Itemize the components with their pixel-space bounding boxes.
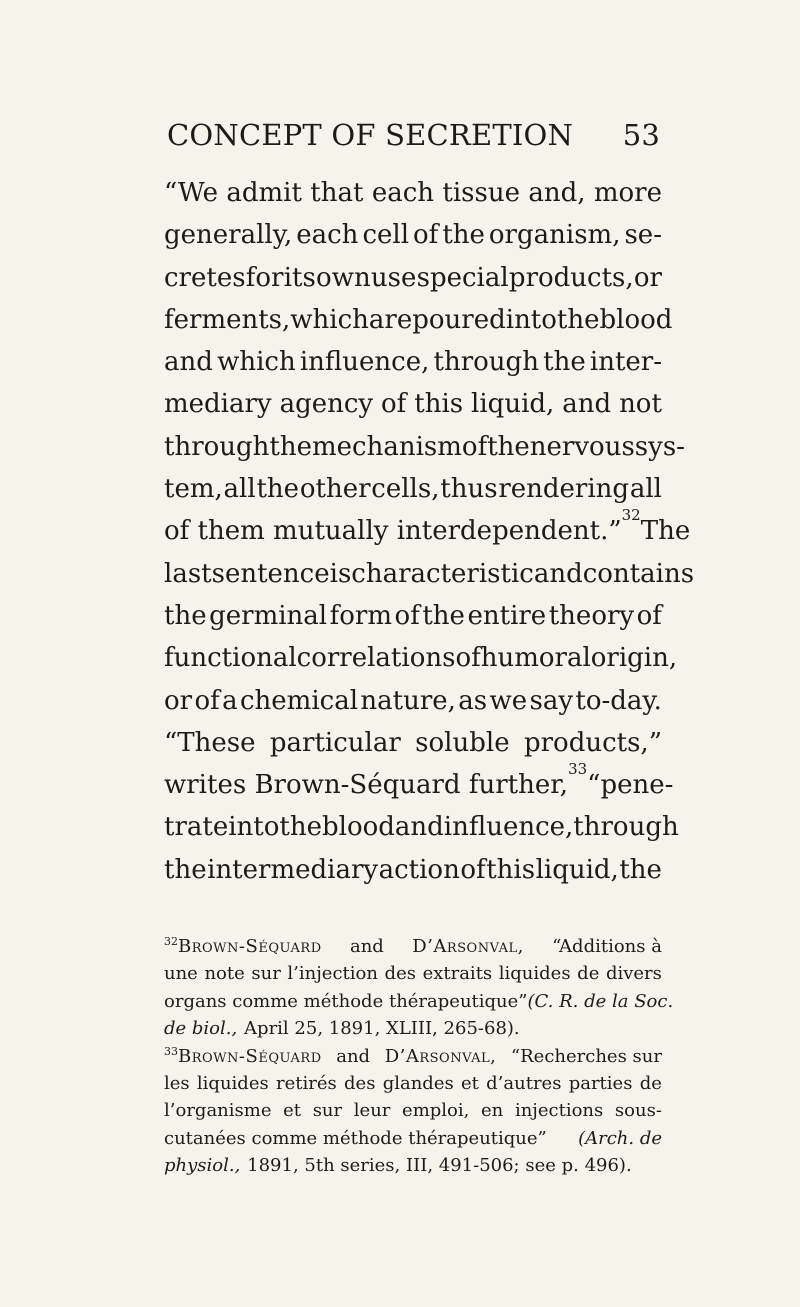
- word: this: [486, 854, 536, 885]
- footnote-segment: organs comme méthode thérapeutique”: [164, 990, 528, 1012]
- word: are: [368, 304, 413, 335]
- text-segment: of them mutually interdependent.”: [164, 516, 622, 547]
- footnote-ref: 33: [568, 759, 588, 778]
- word: cell: [362, 220, 410, 251]
- running-head: [165, 118, 660, 158]
- word: the: [556, 304, 600, 335]
- footnote-line: [164, 988, 674, 1015]
- footnote-line: [164, 1015, 662, 1042]
- word: nature,: [360, 685, 456, 716]
- text-segment: [164, 759, 588, 806]
- word: the: [269, 431, 313, 462]
- word: liquides: [498, 963, 571, 985]
- word: of: [636, 600, 662, 631]
- word: functional: [164, 643, 297, 674]
- footnote-author: Brown-Séquard: [178, 1045, 322, 1067]
- word: l’organisme: [164, 1100, 272, 1122]
- word: l’injection: [287, 963, 378, 985]
- word: nervous: [529, 431, 635, 462]
- word: blood: [599, 304, 673, 335]
- text-line: [164, 299, 673, 341]
- word: theory: [548, 600, 635, 631]
- word: and: [164, 347, 213, 378]
- word: sentence: [211, 558, 330, 589]
- word: agency: [279, 389, 374, 420]
- word: products,: [508, 262, 634, 293]
- word: en: [481, 1100, 504, 1122]
- journal-citation: physiol.,: [164, 1155, 241, 1177]
- word: entire: [467, 600, 547, 631]
- word: influence,: [299, 347, 430, 378]
- word: all: [223, 474, 256, 505]
- text-line: [164, 680, 662, 722]
- word: which: [290, 304, 369, 335]
- word: poured: [412, 304, 506, 335]
- word: into: [228, 812, 280, 843]
- footnote-segment: 1891, 5th series, III, 491-506; see p. 496).: [247, 1155, 632, 1177]
- text-line: [164, 806, 679, 848]
- footnote-line: [164, 1125, 662, 1152]
- word: cretes: [164, 262, 246, 293]
- word: through: [164, 431, 270, 462]
- word: sous-: [614, 1100, 662, 1122]
- text-line: [164, 257, 662, 299]
- word: generally,: [164, 220, 293, 251]
- text-line: [164, 468, 662, 510]
- word: extraits: [422, 963, 493, 985]
- word: and: [394, 812, 444, 843]
- word: intermediary: [207, 854, 379, 885]
- text-line: [164, 214, 662, 256]
- word: to-day.: [575, 685, 662, 716]
- word: special: [416, 262, 509, 293]
- word: of: [455, 643, 481, 674]
- footnote-ref: 32: [621, 505, 641, 524]
- word: the: [256, 474, 300, 505]
- journal-citation: de biol.,: [164, 1018, 238, 1040]
- word: say: [529, 685, 574, 716]
- word: parties: [568, 1072, 633, 1094]
- word: des: [344, 1072, 376, 1094]
- word: contains: [582, 558, 695, 589]
- word: sur: [312, 1100, 343, 1122]
- word: each: [296, 220, 359, 251]
- word: origin,: [590, 643, 678, 674]
- word: une: [164, 963, 198, 985]
- word: the: [279, 812, 322, 843]
- footnote-line: [164, 960, 662, 987]
- word: own: [316, 262, 371, 293]
- journal-citation: (C. R. de la Soc.: [527, 990, 674, 1012]
- word: this: [414, 389, 464, 420]
- footnote-author: D’Arsonval,: [412, 936, 524, 957]
- word: particular: [269, 727, 401, 758]
- footnote-number: 33: [164, 1044, 178, 1058]
- footnote-line: [164, 933, 662, 960]
- word: tem,: [164, 474, 223, 505]
- text-line: [164, 553, 695, 595]
- text-line: [164, 426, 685, 468]
- text-segment: “pene-: [587, 770, 674, 801]
- text-segment: [621, 505, 641, 552]
- word: correlations: [296, 643, 456, 674]
- word: sys-: [634, 431, 685, 462]
- word: the: [543, 347, 586, 378]
- word: soluble: [415, 727, 510, 758]
- word: divers: [605, 963, 662, 985]
- footnote-author: Brown-Séquard: [178, 936, 322, 957]
- word: et: [460, 1072, 479, 1094]
- word: leur: [353, 1100, 391, 1122]
- word: or: [633, 262, 662, 293]
- word: all: [629, 474, 662, 505]
- word: characteristic: [351, 558, 534, 589]
- word: as: [458, 685, 488, 716]
- footnote-segment: “Recherches sur: [510, 1045, 662, 1067]
- footnote-line: [164, 1152, 662, 1179]
- word: that: [310, 178, 364, 208]
- text-line: [164, 341, 662, 383]
- word: of: [461, 431, 488, 462]
- word: of: [381, 389, 407, 420]
- word: liquid,: [471, 389, 555, 420]
- word: inter-: [589, 347, 662, 378]
- word: of: [413, 220, 439, 251]
- word: blood: [321, 812, 395, 843]
- journal-citation: (Arch. de: [578, 1127, 662, 1149]
- text-segment: writes Brown-Séquard further,: [164, 770, 569, 801]
- word: influence,: [443, 812, 574, 843]
- word: admit: [226, 178, 302, 208]
- word: ferments,: [164, 304, 291, 335]
- footnote-segment: April 25, 1891, XLIII, 265-68).: [244, 1018, 520, 1040]
- word: and,: [528, 178, 586, 208]
- word: mediary: [164, 389, 272, 420]
- word: products,”: [523, 727, 662, 758]
- word: the: [422, 600, 465, 631]
- footnote-line: [164, 1043, 662, 1070]
- word: et: [283, 1100, 302, 1122]
- page-number: 53: [622, 118, 660, 152]
- footnote-segment: “Additions à: [552, 936, 662, 957]
- word: of: [194, 685, 220, 716]
- footnote-line: [164, 1070, 662, 1097]
- text-line: [164, 383, 662, 425]
- footnote-line: [164, 1097, 662, 1124]
- word: last: [164, 558, 212, 589]
- text-line: [164, 172, 662, 214]
- word: form: [329, 600, 393, 631]
- word: des: [384, 963, 416, 985]
- word: for: [245, 262, 284, 293]
- word: through: [433, 347, 539, 378]
- word: thus: [440, 474, 498, 505]
- word: retirés: [276, 1072, 337, 1094]
- word: action: [378, 854, 460, 885]
- word: mechanism: [312, 431, 462, 462]
- word: liquid,: [535, 854, 619, 885]
- footnotes: [164, 933, 674, 1180]
- word: tissue: [442, 178, 520, 208]
- text-line: [164, 505, 691, 552]
- word: injections: [514, 1100, 604, 1122]
- word: chemical: [239, 685, 359, 716]
- text-line: [164, 595, 662, 637]
- running-title: CONCEPT OF SECRETION: [167, 118, 574, 152]
- word: each: [371, 178, 435, 208]
- word: de: [577, 963, 600, 985]
- word: trate: [164, 812, 229, 843]
- word: note: [204, 963, 245, 985]
- word: or: [164, 685, 193, 716]
- text-line: [164, 722, 662, 764]
- footnote-segment: and: [349, 936, 384, 957]
- word: use: [370, 262, 417, 293]
- word: “These: [164, 727, 256, 758]
- word: through: [573, 812, 679, 843]
- word: other: [299, 474, 371, 505]
- footnote-author: D’Arsonval,: [384, 1045, 497, 1067]
- word: more: [593, 178, 662, 208]
- text-line: [164, 759, 674, 806]
- word: emploi,: [402, 1100, 470, 1122]
- word: is: [329, 558, 352, 589]
- word: of: [394, 600, 420, 631]
- word: rendering: [498, 474, 630, 505]
- word: the: [164, 854, 207, 885]
- word: into: [505, 304, 557, 335]
- word: a: [222, 685, 238, 716]
- word: we: [489, 685, 528, 716]
- word: the: [487, 431, 530, 462]
- word: of: [460, 854, 486, 885]
- footnote-segment: cutanées comme méthode thérapeutique”: [164, 1127, 547, 1149]
- footnote-segment: and: [336, 1045, 371, 1067]
- word: les: [164, 1072, 190, 1094]
- word: humoral: [480, 643, 591, 674]
- word: germinal: [209, 600, 328, 631]
- word: sur: [251, 963, 281, 985]
- word: liquides: [196, 1072, 269, 1094]
- word: and: [562, 389, 612, 420]
- footnote-segment: [164, 933, 322, 960]
- body-text: [164, 172, 695, 891]
- word: not: [619, 389, 662, 420]
- word: the: [164, 600, 207, 631]
- word: the: [619, 854, 662, 885]
- text-line: [164, 849, 662, 891]
- word: se-: [624, 220, 662, 251]
- text-segment: The: [640, 516, 691, 547]
- word: “We: [164, 178, 219, 208]
- word: its: [283, 262, 316, 293]
- word: which: [217, 347, 296, 378]
- word: the: [442, 220, 485, 251]
- word: and: [533, 558, 583, 589]
- text-line: [164, 637, 678, 679]
- word: organism,: [488, 220, 621, 251]
- footnote-segment: [164, 1043, 322, 1070]
- word: d’autres: [486, 1072, 562, 1094]
- word: de: [639, 1072, 662, 1094]
- word: glandes: [382, 1072, 454, 1094]
- word: cells,: [371, 474, 440, 505]
- footnote-number: 32: [164, 935, 178, 948]
